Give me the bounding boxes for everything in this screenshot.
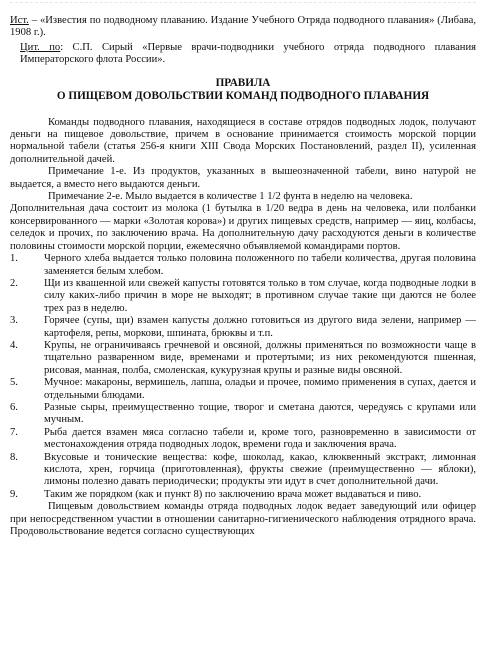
intro-paragraph: Команды подводного плавания, находящиеся в составе отрядов подводных лодок, получают деньги на пищевое довольствие, причем в основание принимается стоимость морской порции нормальной табели (статья 256-я книги XIII Свода Морских Постановлений, раздел II), усиленная дополнительной дачей.	[10, 116, 476, 165]
rule-item	[10, 253, 476, 278]
rule-item	[10, 278, 476, 315]
rule-number: 9.	[10, 488, 18, 500]
rule-item	[10, 427, 476, 452]
rule-text: Разные сыры, преимущественно тощие, творог и сметана даются, чередуясь с крупами или мучным.	[44, 401, 476, 426]
rule-number: 6.	[10, 401, 18, 413]
additional-ration-paragraph: Дополнительная дача состоит из молока (1 бутылка в 1/20 ведра в день на человека, или полбанки консервированного — марки «Золотая корова») и других пищевых средств, например — яиц, колбасы, селедок и прочих, по заключению врача. На дополнительную дачу расходуются деньги в количестве половины стоимости морской порции, ежемесячно объявляемой командирами портов.	[10, 203, 476, 252]
source-text: – «Известия по подводному плаванию. Издание Учебного Отряда подводного плавания» (Либава, 1908 г.).	[10, 15, 476, 39]
rule-item	[10, 489, 476, 501]
rule-number: 5.	[10, 377, 18, 389]
note-1: Примечание 1-е. Из продуктов, указанных в вышеозначенной табели, вино натурой не выдается, а вместо него выдаются деньги.	[10, 166, 476, 190]
rule-item	[10, 452, 476, 489]
closing-paragraph: Пищевым довольствием команды отряда подводных лодок ведает заведующий или офицер при непосредственном участии в отношении санитарно-гигиенического наблюдения отрядного врача. Продовольствование ведется согласно существующих	[10, 501, 476, 538]
document-body	[10, 117, 476, 539]
rule-text: Черного хлеба выдается только половина положенного по табели количества, другая половина заменяется белым хлебом.	[44, 253, 476, 277]
rule-text: Таким же порядком (как и пункт 8) по заключению врача может выдаваться и пиво.	[44, 488, 422, 500]
rule-number: 7.	[10, 426, 18, 438]
document-heading	[10, 77, 476, 103]
heading-title: ПРАВИЛА	[215, 76, 271, 89]
rule-item	[10, 377, 476, 402]
heading-subtitle: О ПИЩЕВОМ ДОВОЛЬСТВИИ КОМАНД ПОДВОДНОГО ПЛАВАНИЯ	[56, 89, 430, 102]
citation-line	[10, 42, 476, 67]
rule-number: 1.	[10, 253, 18, 265]
source-label: Ист.	[10, 15, 29, 26]
page-top-edge	[10, 2, 476, 11]
rule-item	[10, 315, 476, 340]
rule-text: Мучное: макароны, вермишель, лапша, оладьи и прочее, помимо применения в супах, дается и отдельными блюдами.	[44, 377, 476, 401]
rule-text: Вкусовые и тонические вещества: кофе, шоколад, какао, клюквенный экстракт, лимонная кислота, хрен, горчица (приготовленная), фрукты свежие (преимущественно — яблоки), лимоны полезно давать периодически; продукты эти идут в счет дополнительной дачи.	[44, 451, 476, 488]
rule-text: Рыба дается взамен мяса согласно табели и, кроме того, разновременно в зависимости от местонахождения отряда подводных лодок, времени года и заключения врача.	[44, 426, 476, 451]
rule-text: Щи из квашенной или свежей капусты готовятся только в том случае, когда подводные лодки в силу каких-либо причин в море не выходят; в противном случае такие щи даются не более трех раз в неделю.	[44, 277, 476, 314]
note-2: Примечание 2-е. Мыло выдается в количестве 1 1/2 фунта в неделю на человека.	[48, 191, 413, 203]
citation-label: Цит. по	[20, 41, 61, 53]
rule-number: 8.	[10, 451, 18, 463]
rule-item	[10, 402, 476, 427]
rule-text: Крупы, не ограничиваясь гречневой и овсяной, должны применяться по возможности чаще в тщательно разваренном виде, временами и протертыми; из них рекомендуются пшенная, рисовая, манная, полба, смоленская, кукурузная крупы и разные виды овсяной.	[44, 339, 476, 376]
citation-text: : С.П. Сирый «Первые врачи-подводники учебного отряда подводного плавания Императорского флота России».	[20, 41, 476, 66]
rule-number: 4.	[10, 339, 18, 351]
rule-number: 2.	[10, 277, 18, 289]
rule-number: 3.	[10, 315, 18, 327]
source-line	[10, 15, 476, 40]
rule-item	[10, 340, 476, 377]
rule-text: Горячее (супы, щи) взамен капусты должно готовиться из другого вида зелени, например — картофеля, репы, моркови, шпината, брюквы и т.п.	[44, 315, 476, 339]
